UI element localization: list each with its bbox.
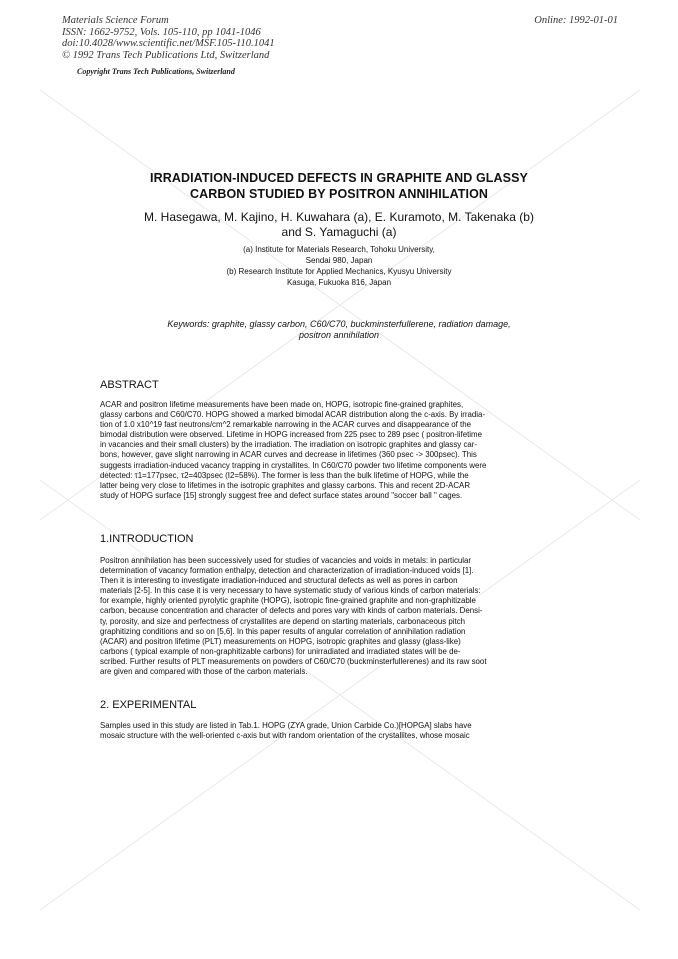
online-date: Online: 1992-01-01 [534,15,618,26]
affiliation-line: Kasuga, Fukuoka 816, Japan [286,278,392,287]
text-line: Positron annihilation has been successively used for studies of vacancies and voids in metals: in particular [100,556,472,565]
issn-line: ISSN: 1662-9752, Vols. 105-110, pp 1041-1046 [62,26,261,38]
text-line: determination of vacancy formation enthalpy, detection and characterization of irradiation-induced voids [1]. [100,566,474,576]
title-line: IRRADIATION-INDUCED DEFECTS IN GRAPHITE AND GLASSY [150,171,528,185]
publisher-copyright: © 1992 Trans Tech Publications Ltd, Switzerland [62,49,270,61]
text-line: detected: τ1=177psec, τ2=403psec (I2=58%). The former is less than the bulk lifetime of HOPG, while the [100,470,469,480]
text-line: materials [2-5]. In this case it is very necessary to have systematic study of various kinds of carbon materials: [100,586,481,596]
experimental-heading: 2. EXPERIMENTAL [100,699,197,711]
text-line: are given and compared with those of the carbon materials. [100,667,308,677]
paper-title [90,170,588,202]
keywords [90,319,588,340]
affiliation-line: (a) Institute for Materials Research, Tohoku University, [243,245,435,254]
author-line: and S. Yamaguchi (a) [281,225,397,239]
experimental-body [100,721,552,741]
affiliation-line: Sendai 980, Japan [305,256,373,265]
text-line: ACAR and positron lifetime measurements have been made on, HOPG, isotropic fine-grained graphites, [100,400,464,409]
abstract-heading: ABSTRACT [100,379,159,391]
text-line: study of HOPG surface [15] strongly suggest free and defect surface states around "soccer ball " cages. [100,490,463,500]
text-line: Samples used in this study are listed in Tab.1. HOPG (ZYA grade, Union Carbide Co.)[HOPGA] slabs have [100,721,472,730]
text-line: Then it is interesting to investigate irradiation-induced and structural defects as well as pores in carbon [100,576,458,586]
text-line: ty, porosity, and size and perfectness of crystallites are depend on starting materials, carbonaceous pitch [100,616,466,626]
affiliation-line: (b) Research Institute for Applied Mechanics, Kyusyu University [226,267,452,276]
text-line: bons, however, gave slight narrowing in ACAR curves and decrease in lifetimes (360 psec -> 300psec). This [100,450,477,460]
journal-header [62,15,618,61]
doi-line: doi:10.4028/www.scientific.net/MSF.105-110.1041 [62,38,275,49]
text-line: in vacancies and their small clusters) by the irradiation. The irradiation on isotropic graphites and glassy car- [100,440,478,450]
text-line: scribed. Further results of PLT measurements on powders of C60/C70 (buckminsterfullerenes) and its raw soot [100,656,487,666]
copyright-line: Copyright Trans Tech Publications, Switzerland [77,67,235,76]
text-line: carbons ( typical example of non-graphitizable carbons) for unirradiated and irradiated states will be de- [100,646,461,656]
text-line: mosaic structure with the well-oriented c-axis but with random orientation of the crystallites, whose mosaic [100,731,470,741]
introduction-body [100,556,552,677]
author-line: M. Hasegawa, M. Kajino, H. Kuwahara (a), E. Kuramoto, M. Takenaka (b) [144,210,534,224]
text-line: for example, highly oriented pyrolytic graphite (HOPG), isotropic fine-grained graphite and non-graphitizable [100,596,476,606]
text-line: latter being very close to lifetimes in the isotropic graphites and glassy carbons. This and recent 2D-ACAR [100,480,471,490]
affiliations [90,244,588,288]
text-line: suggests irradiation-induced vacancy trapping in crystallites. In C60/C70 powder two lifetime components were [100,460,487,470]
text-line: bimodal distribution were observed. Lifetime in HOPG increased from 225 psec to 289 psec ( positron-lifetime [100,430,482,440]
text-line: glassy carbons and C60/C70. HOPG showed a marked bimodal ACAR distribution along the c-axis. By irradia- [100,410,486,420]
text-line: carbon, because concentration and character of defects and pores vary with kinds of carbon materials. Densi- [100,606,483,616]
text-line: tion of 1.0 x10^19 fast neutrons/cm^2 remarkable narrowing in the ACAR curves and disappearance of the [100,420,472,430]
title-line: CARBON STUDIED BY POSITRON ANNIHILATION [189,187,489,201]
keywords-line: Keywords: graphite, glassy carbon, C60/C70, buckminsterfullerene, radiation damage, [167,319,511,329]
introduction-heading: 1.INTRODUCTION [100,533,194,545]
text-line: graphitizing conditions and so on [5,6]. In this paper results of angular correlation of annihilation radiation [100,626,466,636]
keywords-line: positron annihilation [298,329,380,340]
journal-name: Materials Science Forum [62,15,169,26]
abstract-body [100,400,552,501]
author-list [90,210,588,240]
text-line: (ACAR) and positron lifetime (PLT) measurements on HOPG, isotropic graphites and glassy (glass-like) [100,636,461,646]
